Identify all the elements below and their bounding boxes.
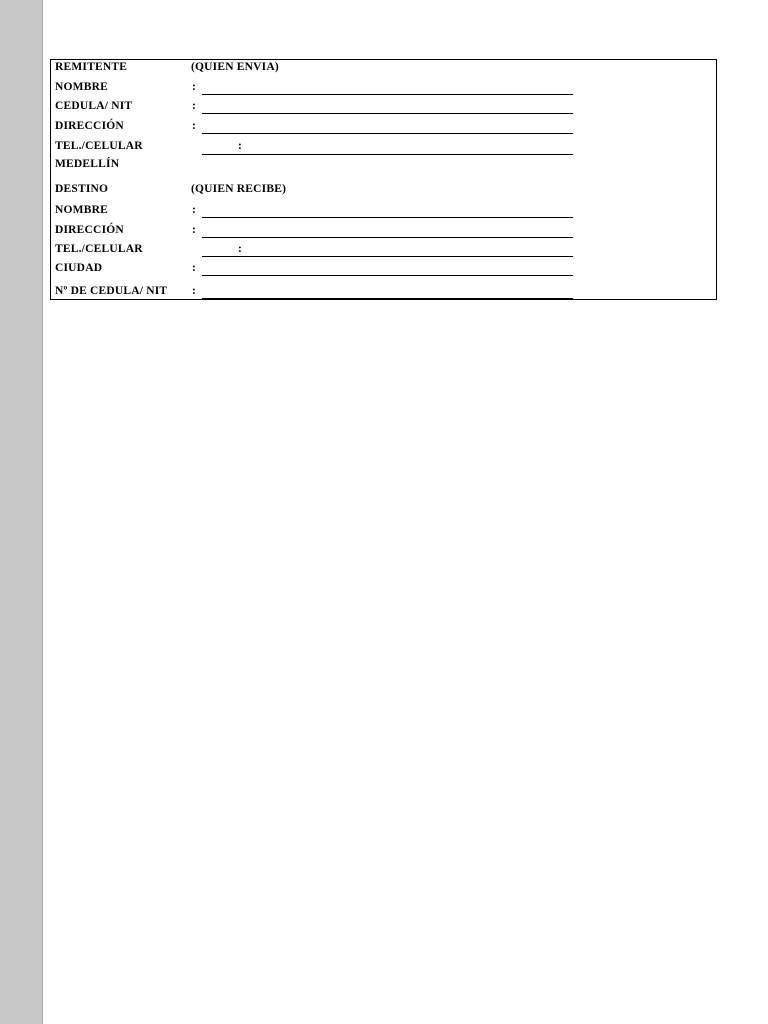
sender-phone-row	[51, 139, 716, 155]
sender-id-row	[51, 99, 716, 115]
sender-subtitle: (QUIEN ENVIA)	[191, 61, 279, 73]
sender-phone-field[interactable]	[202, 154, 573, 155]
recipient-phone-field[interactable]	[202, 256, 573, 257]
sender-title: REMITENTE	[55, 61, 128, 73]
sender-address-row	[51, 119, 716, 135]
recipient-city-field[interactable]	[202, 275, 573, 276]
sender-city-label: MEDELLÍN	[55, 158, 120, 170]
recipient-name-row	[51, 203, 716, 219]
recipient-city-row	[51, 261, 716, 277]
sender-phone-colon: :	[238, 140, 242, 152]
sender-address-label: DIRECCIÓN	[55, 120, 124, 132]
recipient-city-colon: :	[192, 262, 196, 274]
sender-name-row	[51, 80, 716, 96]
sender-address-field[interactable]	[202, 133, 573, 134]
recipient-subtitle: (QUIEN RECIBE)	[191, 183, 287, 195]
sender-name-field[interactable]	[202, 94, 573, 95]
sender-id-field[interactable]	[202, 113, 573, 114]
sender-name-colon: :	[192, 81, 196, 93]
recipient-phone-row	[51, 242, 716, 258]
recipient-address-label: DIRECCIÓN	[55, 224, 124, 236]
sender-header	[51, 60, 716, 76]
recipient-name-label: NOMBRE	[55, 204, 108, 216]
sender-id-label: CEDULA/ NIT	[55, 100, 133, 112]
recipient-title: DESTINO	[55, 183, 109, 195]
recipient-address-colon: :	[192, 224, 196, 236]
recipient-id-row	[51, 284, 716, 300]
recipient-address-row	[51, 223, 716, 239]
recipient-name-field[interactable]	[202, 217, 573, 218]
viewer-sidebar	[0, 0, 43, 1024]
recipient-name-colon: :	[192, 204, 196, 216]
shipping-label-form	[50, 59, 717, 300]
recipient-address-field[interactable]	[202, 237, 573, 238]
recipient-phone-label: TEL./CELULAR	[55, 243, 143, 255]
sender-address-colon: :	[192, 120, 196, 132]
recipient-phone-colon: :	[238, 243, 242, 255]
recipient-id-colon: :	[192, 285, 196, 297]
recipient-city-label: CIUDAD	[55, 262, 103, 274]
recipient-id-label: Nº DE CEDULA/ NIT	[55, 285, 168, 297]
recipient-header	[51, 182, 716, 198]
sender-id-colon: :	[192, 100, 196, 112]
recipient-id-field[interactable]	[202, 298, 573, 299]
sender-phone-label: TEL./CELULAR	[55, 140, 143, 152]
sender-name-label: NOMBRE	[55, 81, 108, 93]
sender-city-row	[51, 157, 716, 173]
